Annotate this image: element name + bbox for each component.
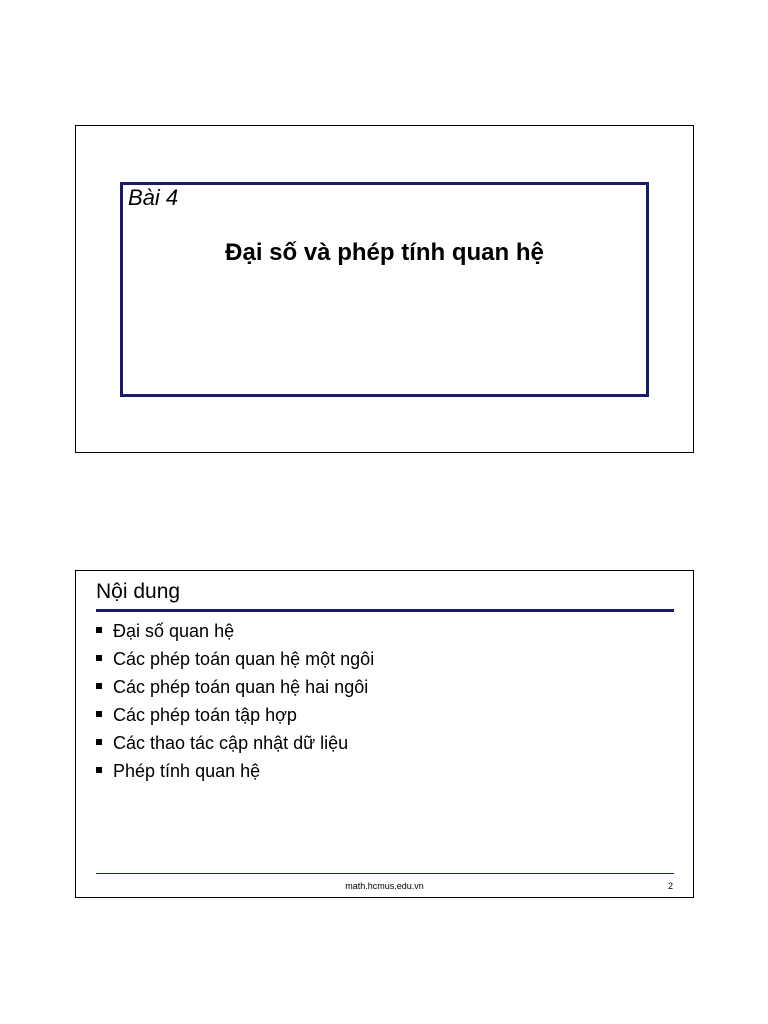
list-item-label: Các phép toán quan hệ một ngôi <box>113 649 375 669</box>
lesson-title: Đại số và phép tính quan hệ <box>225 239 544 266</box>
list-item <box>96 645 374 673</box>
square-bullet-icon <box>96 627 102 633</box>
list-item <box>96 757 374 785</box>
list-item-label: Các phép toán tập hợp <box>113 705 297 725</box>
bullet-list <box>96 617 374 785</box>
square-bullet-icon <box>96 655 102 661</box>
square-bullet-icon <box>96 767 102 773</box>
list-item-label: Phép tính quan hệ <box>113 761 261 781</box>
list-item <box>96 701 374 729</box>
title-box <box>120 182 649 397</box>
square-bullet-icon <box>96 711 102 717</box>
page-number: 2 <box>667 881 673 891</box>
lesson-number: Bài 4 <box>128 185 179 210</box>
list-item <box>96 617 374 645</box>
footer-url: math.hcmus.edu.vn <box>345 881 424 891</box>
contents-slide <box>75 570 694 898</box>
list-item-label: Các thao tác cập nhật dữ liệu <box>113 733 349 753</box>
list-item-label: Đại số quan hệ <box>113 621 235 641</box>
square-bullet-icon <box>96 739 102 745</box>
list-item <box>96 729 374 757</box>
list-item-label: Các phép toán quan hệ hai ngôi <box>113 677 369 697</box>
heading-divider <box>96 609 674 612</box>
list-item <box>96 673 374 701</box>
title-slide <box>75 125 694 453</box>
content-heading: Nội dung <box>96 580 181 603</box>
footer-divider <box>96 873 674 874</box>
square-bullet-icon <box>96 683 102 689</box>
